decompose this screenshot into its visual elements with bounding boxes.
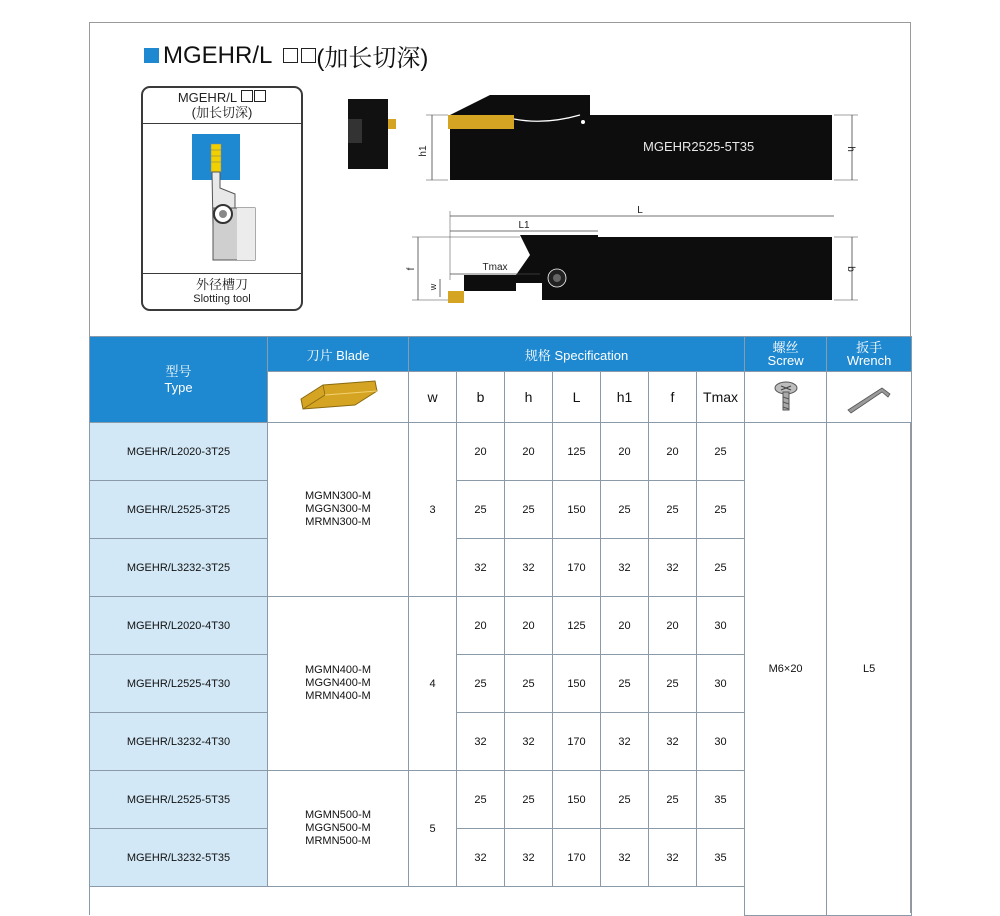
L-cell: 125 (553, 423, 601, 481)
h1-cell: 25 (601, 655, 649, 713)
dim-L: L (637, 205, 643, 216)
tmax-cell: 25 (697, 481, 745, 539)
L-cell: 170 (553, 539, 601, 597)
col-f: f (649, 372, 697, 423)
title-model: MGEHR/L (163, 41, 273, 69)
dim-h: h (845, 146, 856, 152)
blade-image-cell (268, 372, 409, 423)
placeholder-box-icon (301, 48, 316, 63)
card-header (143, 88, 301, 124)
type-cell: MGEHR/L2020-4T30 (90, 597, 268, 655)
dim-b: b (845, 266, 856, 272)
f-cell: 25 (649, 481, 697, 539)
tool-technical-drawing (340, 85, 865, 325)
b-cell: 25 (457, 481, 505, 539)
type-cell: MGEHR/L3232-5T35 (90, 829, 268, 887)
header-type: 型号 Type (90, 337, 268, 423)
blade-model: MGMN400-M (304, 664, 371, 676)
f-cell: 25 (649, 771, 697, 829)
f-cell: 32 (649, 829, 697, 887)
wrench-image-cell (827, 372, 912, 423)
tmax-cell: 25 (697, 539, 745, 597)
spec-table (89, 336, 912, 916)
h1-cell: 32 (601, 713, 649, 771)
dim-L1: L1 (518, 220, 530, 231)
type-cell: MGEHR/L2525-4T30 (90, 655, 268, 713)
header-spec: 规格 Specification (409, 337, 745, 372)
dim-Tmax: Tmax (482, 262, 508, 273)
col-b: b (457, 372, 505, 423)
tmax-cell: 30 (697, 597, 745, 655)
wrench-cell: L5 (827, 423, 912, 916)
L-cell: 150 (553, 481, 601, 539)
screw-cell: M6×20 (745, 423, 827, 916)
grooving-insert-icon (295, 377, 381, 417)
blade-model: MRMN500-M (305, 835, 371, 847)
tmax-cell: 30 (697, 655, 745, 713)
title-bullet-icon (144, 48, 159, 63)
screw-image-cell (745, 372, 827, 423)
col-L: L (553, 372, 601, 423)
dim-w: w (428, 283, 438, 291)
b-cell: 25 (457, 655, 505, 713)
h1-cell: 25 (601, 481, 649, 539)
h-cell: 32 (505, 539, 553, 597)
blade-model: MGMN500-M (304, 809, 371, 821)
b-cell: 32 (457, 713, 505, 771)
col-w: w (409, 372, 457, 423)
tmax-cell: 25 (697, 423, 745, 481)
dim-h1: h1 (418, 145, 429, 157)
tmax-cell: 35 (697, 771, 745, 829)
card-model-note: (加长切深) (191, 105, 253, 120)
h-cell: 32 (505, 713, 553, 771)
L-cell: 150 (553, 771, 601, 829)
placeholder-box-icon (283, 48, 298, 63)
page-title (144, 38, 428, 73)
screw-icon (771, 380, 801, 414)
type-cell: MGEHR/L2020-3T25 (90, 423, 268, 481)
w-cell: 5 (409, 771, 457, 887)
f-cell: 32 (649, 713, 697, 771)
h1-cell: 32 (601, 829, 649, 887)
tool-schematic-icon (143, 124, 301, 274)
title-suffix: (加长切深) (316, 45, 429, 72)
b-cell: 32 (457, 829, 505, 887)
f-cell: 20 (649, 423, 697, 481)
b-cell: 20 (457, 597, 505, 655)
blade-model: MGGN500-M (305, 822, 371, 834)
L-cell: 150 (553, 655, 601, 713)
tool-type-card (141, 86, 303, 311)
blade-model: MRMN400-M (305, 690, 371, 702)
h-cell: 20 (505, 423, 553, 481)
h1-cell: 32 (601, 539, 649, 597)
blade-model: MGGN300-M (305, 503, 371, 515)
f-cell: 25 (649, 655, 697, 713)
h-cell: 25 (505, 655, 553, 713)
type-cell: MGEHR/L3232-3T25 (90, 539, 268, 597)
card-label-cn: 外径槽刀 (195, 277, 248, 292)
type-cell: MGEHR/L2525-5T35 (90, 771, 268, 829)
h1-cell: 20 (601, 423, 649, 481)
b-cell: 32 (457, 539, 505, 597)
blade-cell (268, 423, 409, 597)
h-cell: 20 (505, 597, 553, 655)
blade-model: MGMN300-M (304, 490, 371, 502)
blade-cell (268, 771, 409, 887)
h-cell: 25 (505, 481, 553, 539)
header-screw: 螺丝 Screw (745, 337, 827, 372)
card-footer (143, 273, 301, 309)
b-cell: 20 (457, 423, 505, 481)
col-tmax: Tmax (697, 372, 745, 423)
L-cell: 125 (553, 597, 601, 655)
f-cell: 20 (649, 597, 697, 655)
header-blade: 刀片 Blade (268, 337, 409, 372)
col-h1: h1 (601, 372, 649, 423)
placeholder-box-icon (241, 90, 253, 102)
table-row (90, 423, 912, 481)
w-cell: 3 (409, 423, 457, 597)
type-cell: MGEHR/L2525-3T25 (90, 481, 268, 539)
placeholder-box-icon (254, 90, 266, 102)
blade-cell (268, 597, 409, 771)
h1-cell: 20 (601, 597, 649, 655)
hex-wrench-icon (844, 380, 894, 414)
card-model: MGEHR/L (177, 90, 237, 105)
blade-model: MGGN400-M (305, 677, 371, 689)
col-h: h (505, 372, 553, 423)
f-cell: 32 (649, 539, 697, 597)
type-cell: MGEHR/L3232-4T30 (90, 713, 268, 771)
tmax-cell: 30 (697, 713, 745, 771)
header-wrench: 扳手 Wrench (827, 337, 912, 372)
L-cell: 170 (553, 829, 601, 887)
w-cell: 4 (409, 597, 457, 771)
h1-cell: 25 (601, 771, 649, 829)
tmax-cell: 35 (697, 829, 745, 887)
b-cell: 25 (457, 771, 505, 829)
h-cell: 25 (505, 771, 553, 829)
h-cell: 32 (505, 829, 553, 887)
dim-f: f (406, 267, 417, 271)
card-label-en: Slotting tool (193, 293, 251, 305)
L-cell: 170 (553, 713, 601, 771)
engraving-text: MGEHR2525-5T35 (643, 139, 755, 154)
blade-model: MRMN300-M (305, 516, 371, 528)
